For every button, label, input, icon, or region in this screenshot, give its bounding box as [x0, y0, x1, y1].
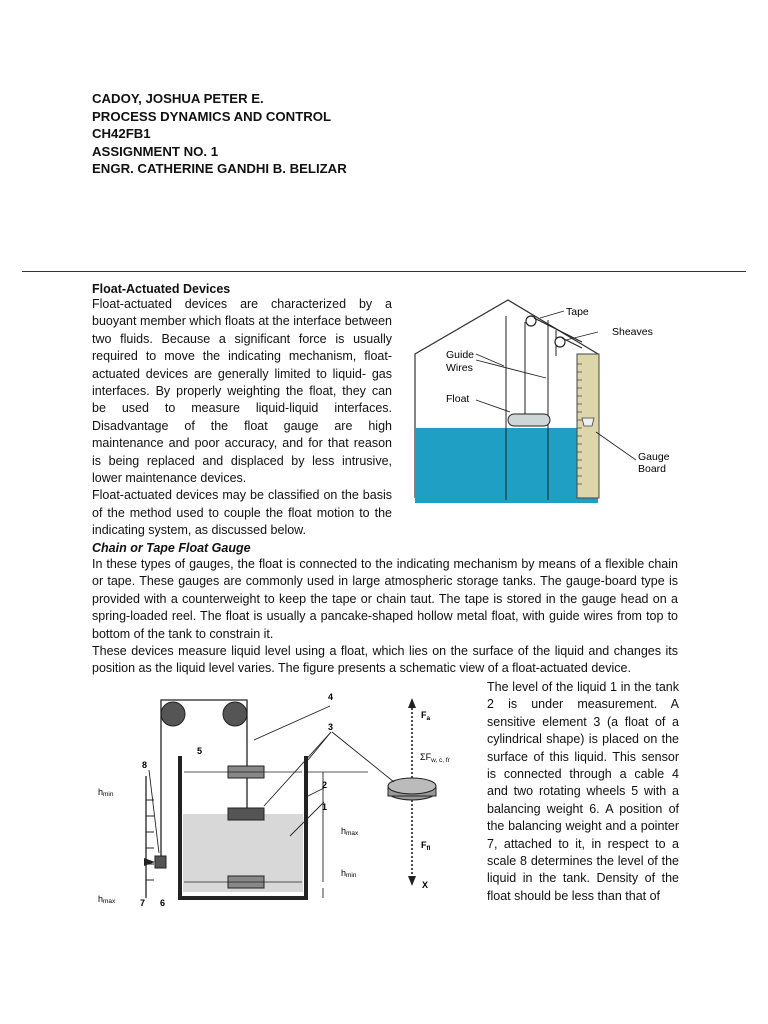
header-block — [92, 90, 347, 178]
float-device-schematic — [94, 688, 472, 912]
label-pointer — [476, 400, 510, 412]
rotating-wheel — [223, 702, 247, 726]
label-pointer — [476, 354, 504, 366]
chain-tape-text — [92, 556, 678, 678]
label-7: 7 — [140, 898, 146, 908]
instructor-name: ENGR. CATHERINE GANDHI B. BELIZAR — [92, 161, 347, 177]
paragraph: The level of the liquid 1 in the tank 2 is under measurement. A sensitive element 3 (a float of a cylindrical shape) is placed on the surface of this liquid. This sensor is connected through a cable 4 and two rotating wheels 5 with a balancing weight 6. A position of the balancing weight and a pointer 7, attached to it, in respect to a scale 8 determines the level of the liquid in the tank. Density of the float should be less than that of — [487, 680, 679, 903]
label-pointer — [264, 732, 331, 806]
force-float-top — [388, 778, 436, 794]
x-axis-label: X — [422, 880, 429, 890]
rotating-wheel — [161, 702, 185, 726]
device-description-text — [487, 679, 679, 905]
paragraph: These devices measure liquid level using a float, which lies on the surface of the liquid and changes its position as the liquid level varies. The figure presents a schematic view of a float-actuated device. — [92, 644, 678, 676]
sum-force-label: $\Sigma F_{w, c, fr}$ — [420, 752, 450, 764]
assignment-number: ASSIGNMENT NO. 1 — [92, 143, 219, 159]
hmax-label: hmax — [341, 826, 359, 837]
section-title-chain-tape: Chain or Tape Float Gauge — [92, 541, 251, 555]
force-arrow-down — [408, 876, 416, 886]
label-pointer — [332, 732, 394, 782]
section-code: CH42FB1 — [92, 126, 151, 142]
hmin-label: hmin — [341, 868, 357, 879]
label-1: 1 — [322, 802, 328, 812]
label-4: 4 — [328, 692, 334, 702]
paragraph: Float-actuated devices are characterized by a buoyant member which floats at the interface between two fluids. Because a significant force is usually required to move the indicating mechanism, float-actuated devices are generally limited to liquid- gas interfaces. By properly weighting the float, they can be used to measure liquid-liquid interfaces. Disadvantage of the float gauge are high maintenance and poor accuracy, and for that reason is being replaced and displaced by less intrusive, lower maintenance devices. — [92, 297, 392, 486]
label-3: 3 — [328, 722, 334, 732]
gauge-board-label: Gauge — [638, 451, 670, 463]
label-2: 2 — [322, 780, 328, 790]
paragraph: In these types of gauges, the float is connected to the indicating mechanism by means of a flexible chain or tape. These gauges are commonly used in large atmospheric storage tanks. The gauge-board type is provided with a counterweight to keep the tape or chain taut. The tape is stored in the gauge head on a spring-loaded reel. The float is usually a pancake-shaped hollow metal float, with guide wires from top to bottom of the tank to constrain it. — [92, 557, 678, 641]
balancing-weight — [155, 856, 166, 868]
course-name: PROCESS DYNAMICS AND CONTROL — [92, 108, 332, 124]
label-8: 8 — [142, 760, 148, 770]
gauge-board-label: Board — [638, 463, 667, 475]
tape-label: Tape — [566, 306, 589, 318]
label-pointer — [254, 706, 330, 740]
force-arrow-up — [408, 698, 416, 708]
float-element — [508, 414, 550, 426]
label-pointer — [476, 360, 546, 378]
sheave-wheel — [526, 316, 536, 326]
float-gauge-figure — [410, 296, 685, 506]
guide-wires-label: Wires — [446, 362, 473, 374]
horizontal-divider — [22, 271, 746, 272]
label-pointer — [149, 770, 159, 853]
counterweight-pointer — [582, 418, 594, 426]
section-title-float-actuated: Float-Actuated Devices — [92, 282, 231, 296]
hmin-scale-label: hmin — [98, 787, 114, 798]
label-pointer — [540, 311, 564, 318]
float-sensor — [228, 808, 264, 820]
student-name: CADOY, JOSHUA PETER E. — [92, 91, 264, 106]
sheaves-label: Sheaves — [612, 326, 653, 338]
label-pointer — [596, 432, 636, 460]
scale-ticks — [146, 800, 154, 880]
buoyant-force-label: $F_a$ — [421, 710, 431, 722]
label-5: 5 — [197, 746, 203, 756]
paragraph: Float-actuated devices may be classified on the basis of the method used to couple the float motion to the indicating system, as discussed below. — [92, 488, 392, 538]
label-6: 6 — [160, 898, 166, 908]
float-force-label: $F_{fl}$ — [421, 840, 431, 852]
float-actuated-text — [92, 296, 392, 540]
float-label: Float — [446, 393, 470, 405]
pointer — [144, 858, 155, 866]
hmax-scale-label: hmax — [98, 894, 116, 905]
guide-wires-label: Guide — [446, 349, 475, 361]
